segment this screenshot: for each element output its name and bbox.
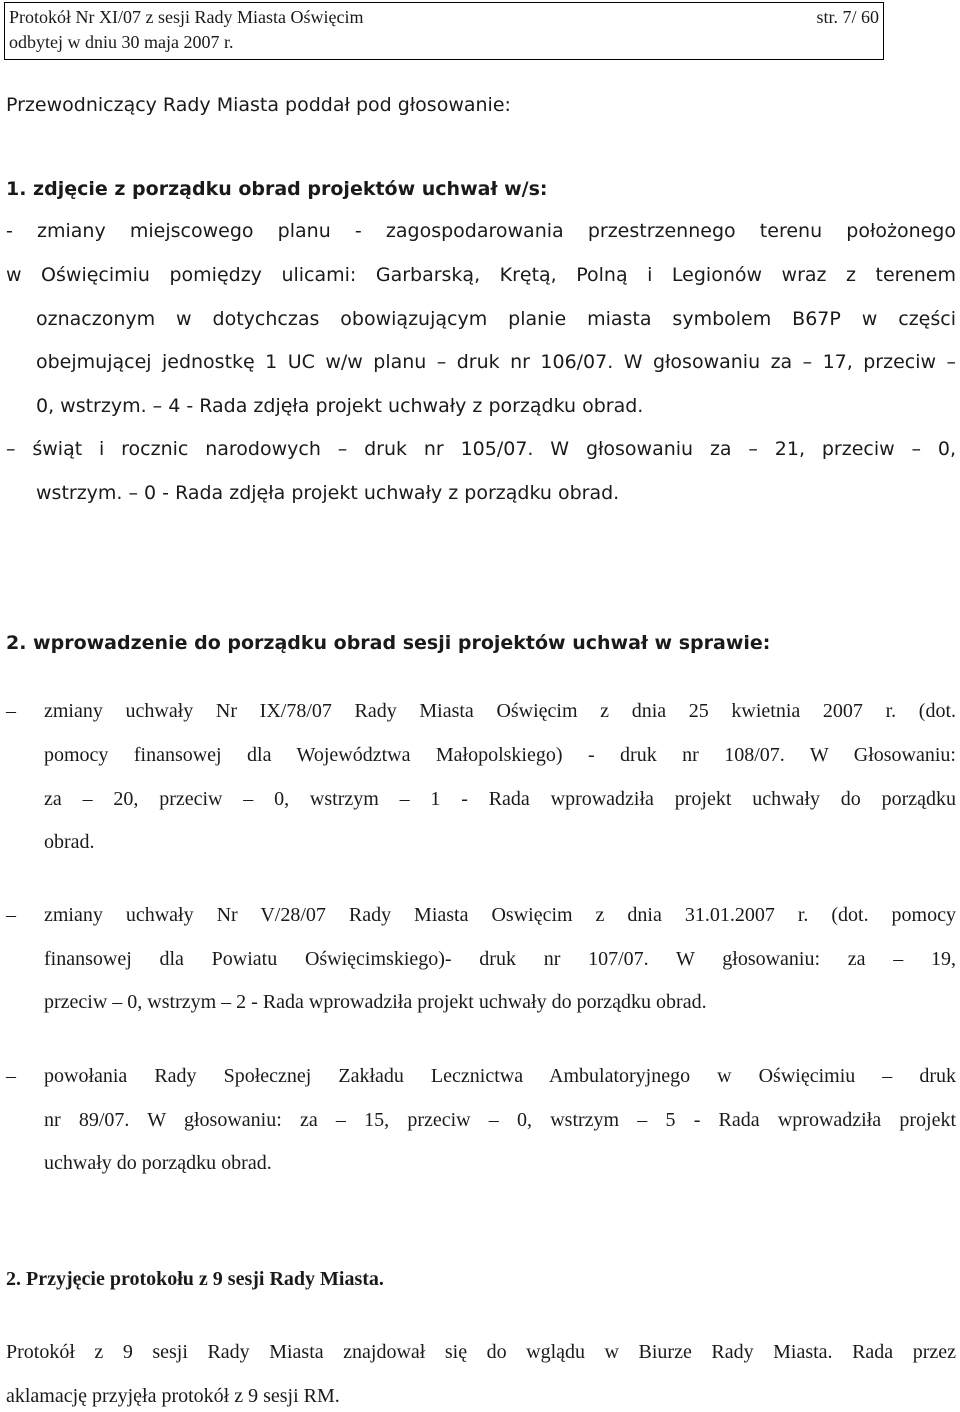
list-item-line: za – 20, przeciw – 0, wstrzym – 1 - Rada wprowadziła projekt uchwały do porządku: [44, 788, 956, 810]
list-item-line: finansowej dla Powiatu Oświęcimskiego)- druk nr 107/07. W głosowaniu: za – 19,: [44, 948, 956, 970]
section3-line: aklamację przyjęła protokół z 9 sesji RM.: [6, 1385, 340, 1407]
section2-title: 2. wprowadzenie do porządku obrad sesji projektów uchwał w sprawie:: [6, 632, 771, 654]
section1-line: – świąt i rocznic narodowych – druk nr 105/07. W głosowaniu za – 21, przeciw – 0,: [6, 438, 956, 460]
section1-line: w Oświęcimiu pomiędzy ulicami: Garbarską, Krętą, Polną i Legionów wraz z terenem: [6, 264, 956, 286]
header-title: Protokół Nr XI/07 z sesji Rady Miasta Oświęcim: [9, 7, 364, 27]
section1-line: obejmującej jednostkę 1 UC w/w planu – druk nr 106/07. W głosowaniu za – 17, przeciw –: [36, 351, 956, 373]
list-item-line: uchwały do porządku obrad.: [44, 1152, 272, 1174]
list-item-line: obrad.: [44, 831, 95, 853]
page-number: str. 7/ 60: [816, 7, 879, 27]
list-item-line: powołania Rady Społecznej Zakładu Lecznictwa Ambulatoryjnego w Oświęcimiu – druk: [44, 1065, 956, 1087]
section3-title: 2. Przyjęcie protokołu z 9 sesji Rady Miasta.: [6, 1268, 384, 1290]
list-item-line: zmiany uchwały Nr V/28/07 Rady Miasta Oswięcim z dnia 31.01.2007 r. (dot. pomocy: [44, 904, 956, 926]
section1-line: 0, wstrzym. – 4 - Rada zdjęła projekt uchwały z porządku obrad.: [36, 395, 644, 417]
header-date: odbytej w dniu 30 maja 2007 r.: [9, 32, 234, 52]
list-item-line: zmiany uchwały Nr IX/78/07 Rady Miasta Oświęcim z dnia 25 kwietnia 2007 r. (dot.: [44, 700, 956, 722]
list-item-line: pomocy finansowej dla Województwa Małopolskiego) - druk nr 108/07. W Głosowaniu:: [44, 744, 956, 766]
list-dash: –: [6, 904, 16, 926]
list-item-line: nr 89/07. W głosowaniu: za – 15, przeciw – 0, wstrzym – 5 - Rada wprowadziła projekt: [44, 1109, 956, 1131]
list-item-line: przeciw – 0, wstrzym – 2 - Rada wprowadziła projekt uchwały do porządku obrad.: [44, 991, 707, 1013]
section3-line: Protokół z 9 sesji Rady Miasta znajdował się do wglądu w Biurze Rady Miasta. Rada przez: [6, 1341, 956, 1363]
list-dash: –: [6, 700, 16, 722]
list-dash: –: [6, 1065, 16, 1087]
page-header: [4, 2, 884, 60]
section1-line: - zmiany miejscowego planu - zagospodarowania przestrzennego terenu położonego: [6, 220, 956, 242]
section1-line: oznaczonym w dotychczas obowiązującym planie miasta symbolem B67P w części: [36, 308, 956, 330]
intro-text: Przewodniczący Rady Miasta poddał pod głosowanie:: [6, 94, 511, 116]
section1-title: 1. zdjęcie z porządku obrad projektów uchwał w/s:: [6, 178, 548, 200]
section1-line: wstrzym. – 0 - Rada zdjęła projekt uchwały z porządku obrad.: [36, 482, 620, 504]
